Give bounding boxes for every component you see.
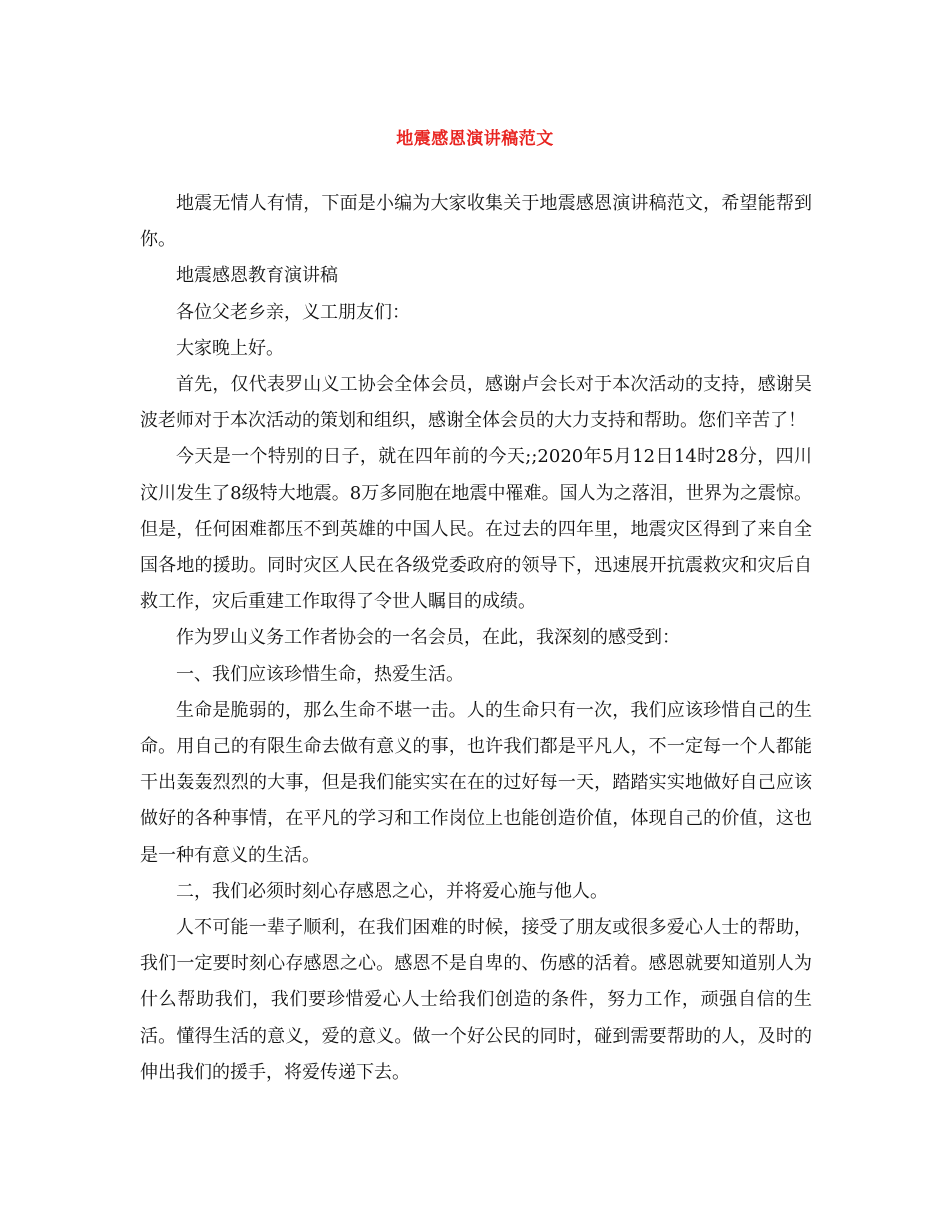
paragraph-point-one-body: 生命是脆弱的，那么生命不堪一击。人的生命只有一次，我们应该珍惜自己的生命。用自己的有限生命去做有意义的事，也许我们都是平凡人，不一定每一个人都能干出轰轰烈烈的大事，但是我们能实实在在的过好每一天，踏踏实实地做好自己应该做好的各种事情，在平凡的学习和工作岗位上也能创造价值，体现自己的价值，这也是一种有意义的生活。 <box>140 699 812 866</box>
paragraph-intro: 地震无情人有情，下面是小编为大家收集关于地震感恩演讲稿范文，希望能帮到你。 <box>140 193 812 251</box>
paragraph-subtitle: 地震感恩教育演讲稿 <box>176 265 338 287</box>
paragraph-anniversary: 今天是一个特别的日子，就在四年前的今天;;2020年5月12日14时28分，四川汶川发生了8级特大地震。8万多同胞在地震中罹难。国人为之落泪，世界为之震惊。但是，任何困难都压不到英雄的中国人民。在过去的四年里，地震灾区得到了来自全国各地的援助。同时灾区人民在各级党委政府的领导下，迅速展开抗震救灾和灾后自救工作，灾后重建工作取得了令世人瞩目的成绩。 <box>140 446 812 613</box>
paragraph-greeting: 大家晚上好。 <box>176 337 284 359</box>
paragraph-thanks: 首先，仅代表罗山义工协会全体会员，感谢卢会长对于本次活动的支持，感谢吴波老师对于本次活动的策划和组织，感谢全体会员的大力支持和帮助。您们辛苦了！ <box>140 374 812 432</box>
paragraph-feeling: 作为罗山义务工作者协会的一名会员，在此，我深刻的感受到： <box>176 627 680 649</box>
document-title: 地震感恩演讲稿范文 <box>396 129 554 149</box>
paragraph-salutation: 各位父老乡亲，义工朋友们： <box>176 301 410 323</box>
paragraph-point-two-body: 人不可能一辈子顺利，在我们困难的时候，接受了朋友或很多爱心人士的帮助，我们一定要时刻心存感恩之心。感恩不是自卑的、伤感的活着。感恩就要知道别人为什么帮助我们，我们要珍惜爱心人士给我们创造的条件，努力工作，顽强自信的生活。懂得生活的意义，爱的意义。做一个好公民的同时，碰到需要帮助的人，及时的伸出我们的援手，将爱传递下去。 <box>140 917 812 1083</box>
document-body <box>140 186 812 1091</box>
paragraph-point-two-heading: 二，我们必须时刻心存感恩之心，并将爱心施与他人。 <box>176 880 608 902</box>
paragraph-point-one-heading: 一、我们应该珍惜生命，热爱生活。 <box>176 663 464 685</box>
